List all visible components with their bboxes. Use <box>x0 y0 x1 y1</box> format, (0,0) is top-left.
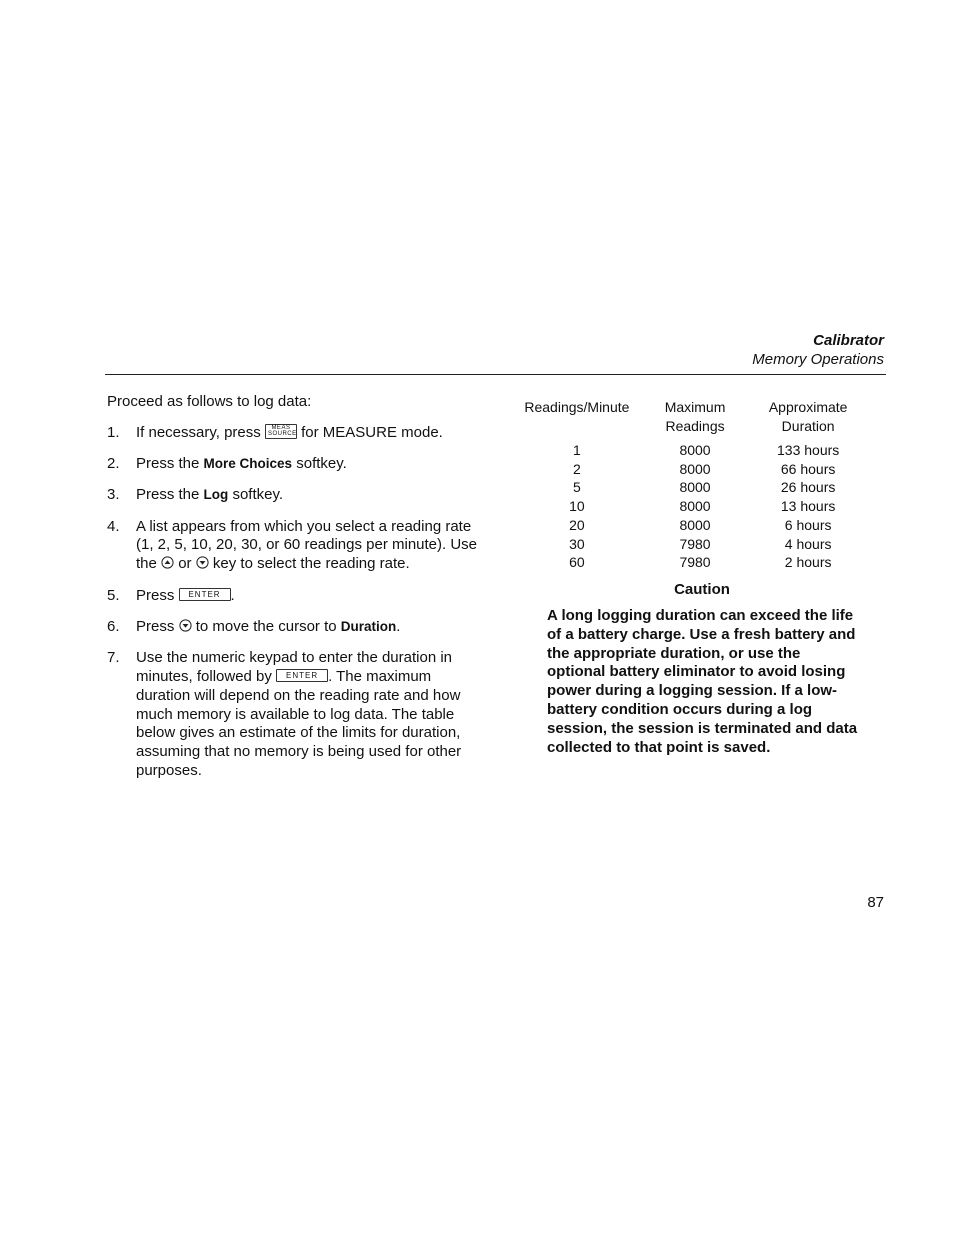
step-number: 2. <box>107 455 120 473</box>
header-subtitle: Memory Operations <box>752 351 884 368</box>
table-row <box>520 441 860 460</box>
table-row <box>520 478 860 497</box>
table-cell: 6 hours <box>784 516 832 533</box>
header-line: Readings <box>665 418 725 434</box>
step-number: 5. <box>107 586 120 604</box>
step-text: A list appears from which you select a reading rate (1, 2, 5, 10, 20, 30, or 60 readings per minute). Use the <box>136 517 478 573</box>
step-number: 1. <box>107 423 120 441</box>
step-7 <box>107 649 487 781</box>
table-cell: 2 <box>573 460 581 477</box>
softkey-label: Duration <box>340 618 397 634</box>
table-row <box>520 460 860 479</box>
step-number: 3. <box>107 486 120 504</box>
step-number: 4. <box>107 517 120 535</box>
duration-table <box>520 398 860 572</box>
up-arrow-key-icon <box>161 556 174 569</box>
header-line: Approximate <box>768 399 848 415</box>
table-cell: 2 hours <box>784 554 832 571</box>
step-number: 7. <box>107 649 120 667</box>
table-cell: 8000 <box>679 498 711 515</box>
table-cell: 7980 <box>679 554 711 571</box>
step-text: softkey. <box>296 455 347 473</box>
step-text: Press <box>136 586 175 604</box>
key-label: MEAS <box>271 424 291 431</box>
enter-key-icon: ENTER <box>179 588 231 601</box>
table-cell: 60 <box>569 554 585 571</box>
step-text: or <box>178 555 192 573</box>
step-text: to move the cursor to <box>195 617 337 635</box>
step-text: . <box>230 586 235 604</box>
header-line: Readings/Minute <box>524 399 630 415</box>
header-rule <box>105 374 886 375</box>
step-3 <box>107 486 487 505</box>
table-cell: 8000 <box>679 442 711 458</box>
table-cell: 8000 <box>679 460 711 477</box>
table-cell: 1 <box>573 442 581 458</box>
table-row <box>520 535 860 554</box>
header-title: Calibrator <box>813 332 884 349</box>
down-arrow-key-icon <box>196 556 209 569</box>
page-number: 87 <box>867 894 884 911</box>
step-text: Press <box>136 617 175 635</box>
table-cell: 10 <box>569 498 585 515</box>
step-2 <box>107 455 487 474</box>
down-arrow-key-icon <box>179 619 192 632</box>
duration-table-block <box>520 398 860 572</box>
step-text: softkey. <box>232 486 284 504</box>
column-header <box>634 398 756 441</box>
step-text: for MEASURE mode. <box>301 423 443 441</box>
table-cell: 13 hours <box>780 498 836 515</box>
table-row <box>520 516 860 535</box>
steps-list <box>107 424 487 781</box>
step-text: . The maximum duration will depend on the reading rate and how much memory is available to log data. The table below gives an estimate of the limits for duration, assuming that no memory is being used for other purposes. <box>136 667 462 779</box>
table-cell: 133 hours <box>777 442 840 458</box>
step-text: Use the numeric keypad to enter the duration in minutes, followed by <box>136 649 453 685</box>
table-cell: 4 hours <box>784 535 832 552</box>
table-cell: 30 <box>569 535 585 552</box>
caution-title: Caution <box>674 581 730 598</box>
table-cell: 26 hours <box>780 479 836 496</box>
caution-body: A long logging duration can exceed the life of a battery charge. Use a fresh battery and the appropriate duration, or use the optional battery eliminator to avoid losing power during a logging session. If a low-battery condition occurs during a log session, the session is terminated and data collected to that point is saved. <box>547 607 858 756</box>
table-cell: 8000 <box>679 479 711 496</box>
step-text: If necessary, press <box>136 423 261 441</box>
step-text: Press the <box>136 455 200 473</box>
meas-source-key-icon <box>265 424 297 439</box>
softkey-label: More Choices <box>203 456 293 472</box>
column-header <box>756 398 860 441</box>
table-cell: 8000 <box>679 516 711 533</box>
header-line: Duration <box>781 418 835 434</box>
step-4 <box>107 518 487 574</box>
procedure-column <box>107 393 487 793</box>
table-row <box>520 553 860 572</box>
header-line: Maximum <box>664 399 726 415</box>
step-6 <box>107 618 487 637</box>
step-text: . <box>396 617 401 635</box>
column-header <box>520 398 634 441</box>
softkey-label: Log <box>203 487 229 503</box>
step-5 <box>107 587 487 606</box>
step-text: Press the <box>136 486 200 504</box>
table-row <box>520 497 860 516</box>
table-cell: 5 <box>573 479 581 496</box>
enter-key-icon: ENTER <box>276 669 328 682</box>
step-1 <box>107 424 487 443</box>
table-header-row <box>520 398 860 441</box>
step-text: key to select the reading rate. <box>212 555 410 573</box>
intro-text: Proceed as follows to log data: <box>107 393 312 410</box>
page-header <box>752 331 884 369</box>
key-label: SOURCE <box>267 431 297 438</box>
table-cell: 66 hours <box>780 460 836 477</box>
table-cell: 20 <box>569 516 585 533</box>
table-cell: 7980 <box>679 535 711 552</box>
step-number: 6. <box>107 617 120 635</box>
